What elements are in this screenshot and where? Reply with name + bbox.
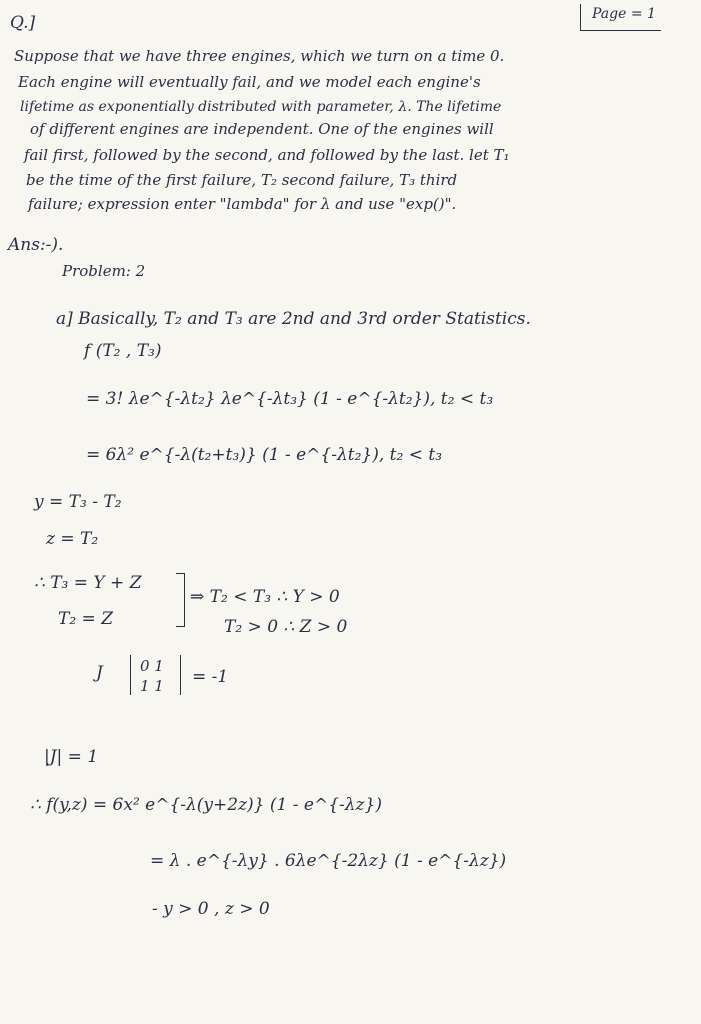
question-line: Each engine will eventually fail, and we model each engine's	[18, 73, 481, 91]
t2-expression: T₂ = Z	[58, 609, 114, 629]
implies-condition-2: T₂ > 0 ∴ Z > 0	[224, 617, 348, 637]
determinant-left-bar	[130, 655, 139, 695]
jacobian-row-1: 0 1	[140, 657, 164, 675]
y-definition: y = T₃ - T₂	[34, 492, 122, 512]
transformed-density: ∴ f(y,z) = 6x² e^{-λ(y+2z)} (1 - e^{-λz})	[30, 795, 382, 815]
question-line: Suppose that we have three engines, which we turn on a time 0.	[14, 47, 505, 65]
question-line: of different engines are independent. One of the engines will	[30, 120, 494, 138]
question-line: lifetime as exponentially distributed with parameter, λ. The lifetime	[20, 99, 502, 115]
implies-condition-1: ⇒ T₂ < T₃ ∴ Y > 0	[190, 587, 340, 607]
z-definition: z = T₂	[46, 529, 99, 549]
question-line: fail first, followed by the second, and followed by the last. let T₁	[24, 146, 510, 164]
question-line: failure; expression enter "lambda" for λ and use "exp()".	[28, 195, 457, 213]
jacobian-label: J	[96, 663, 103, 683]
joint-density-line-1: = 3! λe^{-λt₂} λe^{-λt₃} (1 - e^{-λt₂}), t₂ < t₃	[86, 389, 494, 409]
joint-density-label: f (T₂ , T₃)	[84, 341, 162, 361]
t3-expression: ∴ T₃ = Y + Z	[34, 573, 142, 593]
question-label: Q.]	[10, 13, 36, 33]
answer-intro: a] Basically, T₂ and T₃ are 2nd and 3rd order Statistics.	[56, 309, 531, 329]
joint-density-line-2: = 6λ² e^{-λ(t₂+t₃)} (1 - e^{-λt₂}), t₂ < t₃	[86, 445, 443, 465]
jacobian-value: = -1	[192, 667, 229, 687]
determinant-right-bar	[180, 655, 189, 695]
support-domain: - y > 0 , z > 0	[152, 899, 270, 919]
jacobian-abs: |J| = 1	[44, 747, 99, 767]
answer-label: Ans:-).	[8, 235, 64, 255]
problem-label: Problem: 2	[62, 262, 146, 280]
system-bracket	[176, 573, 185, 627]
jacobian-row-2: 1 1	[140, 677, 164, 695]
transformed-density-split: = λ . e^{-λy} . 6λe^{-2λz} (1 - e^{-λz})	[150, 851, 507, 871]
page-number: Page = 1	[592, 6, 656, 22]
question-line: be the time of the first failure, T₂ second failure, T₃ third	[26, 171, 458, 189]
